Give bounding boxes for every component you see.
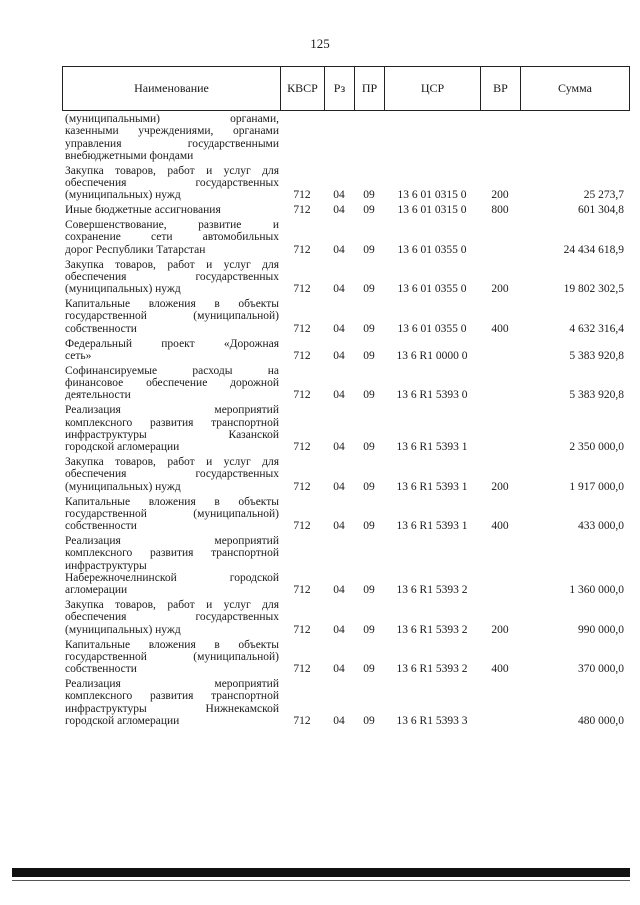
row-rz: 04: [333, 349, 345, 362]
row-rz: 04: [333, 584, 345, 597]
row-pr: 09: [363, 480, 375, 493]
row-name-line: инфраструктуры: [65, 559, 147, 572]
row-vr: [480, 244, 520, 256]
row-name-line: Закупка товаров, работ и услуг для: [65, 599, 279, 612]
row-pr: 09: [363, 283, 375, 296]
header-vr: ВР: [481, 67, 521, 110]
row-kvsr: 712: [293, 714, 311, 727]
row-name-line: Федеральный проект «Дорожная: [65, 337, 279, 350]
row-name: [62, 639, 279, 676]
row-rz: 04: [333, 283, 345, 296]
row-name-line: (муниципальных) нужд: [65, 480, 181, 493]
row-kvsr: 712: [293, 623, 311, 636]
row-pr: 09: [363, 623, 375, 636]
row-sum: [520, 150, 624, 162]
table-row: [62, 404, 630, 453]
row-name-line: Софинансируемые расходы на: [65, 364, 279, 377]
table-row: [62, 113, 630, 162]
row-name-line: (муниципальных) нужд: [65, 283, 181, 296]
row-rz: 04: [333, 663, 345, 676]
row-name-line: Капитальные вложения в объекты: [65, 638, 279, 651]
row-rz: 04: [333, 714, 345, 727]
row-kvsr: 712: [293, 480, 311, 493]
table-row: [62, 365, 630, 402]
row-name-line: Закупка товаров, работ и услуг для: [65, 258, 279, 271]
page-bottom-bar: [12, 868, 630, 877]
row-kvsr: 712: [293, 520, 311, 533]
table-row: [62, 535, 630, 596]
table-row: [62, 165, 630, 202]
row-name: [62, 338, 279, 363]
table-row: [62, 599, 630, 636]
row-pr: 09: [363, 441, 375, 454]
row-name: [62, 404, 279, 453]
row-name: [62, 204, 279, 216]
row-vr: 800: [491, 204, 509, 217]
row-kvsr: 712: [293, 349, 311, 362]
row-name: [62, 298, 279, 335]
row-name: [62, 165, 279, 202]
row-vr: [480, 584, 520, 596]
row-csr: 13 6 R1 5393 3: [396, 714, 468, 727]
row-rz: 04: [333, 480, 345, 493]
table-row: [62, 219, 630, 256]
row-name-line: (муниципальных) нужд: [65, 189, 181, 202]
row-rz: 04: [333, 623, 345, 636]
table-row: [62, 456, 630, 493]
header-kvsr: КВСР: [281, 67, 325, 110]
row-vr: [480, 389, 520, 401]
row-sum: 25 273,7: [583, 189, 624, 202]
row-csr: 13 6 R1 5393 1: [396, 480, 468, 493]
header-rz: Рз: [325, 67, 355, 110]
row-name: [62, 456, 279, 493]
row-sum: 5 383 920,8: [569, 389, 624, 402]
row-sum: 480 000,0: [578, 714, 624, 727]
row-kvsr: 712: [293, 283, 311, 296]
row-vr: 400: [491, 663, 509, 676]
row-name: [62, 219, 279, 256]
row-name-line: Иные бюджетные ассигнования: [65, 204, 221, 217]
row-vr: 400: [491, 322, 509, 335]
row-pr: 09: [363, 204, 375, 217]
row-name-line: обеспечения государственных: [65, 177, 279, 190]
row-name-line: комплексного развития транспортной: [65, 690, 279, 703]
row-pr: 09: [363, 322, 375, 335]
row-pr: 09: [363, 389, 375, 402]
row-rz: 04: [333, 243, 345, 256]
row-csr: 13 6 01 0355 0: [397, 243, 467, 256]
row-vr: 400: [491, 520, 509, 533]
row-vr: [480, 441, 520, 453]
row-name-line: финансовое обеспечение дорожной: [65, 377, 279, 390]
row-vr: 200: [491, 623, 509, 636]
row-csr: 13 6 R1 5393 1: [396, 520, 468, 533]
row-name-line: внебюджетными фондами: [65, 149, 194, 162]
row-vr: 200: [491, 189, 509, 202]
row-rz: 04: [333, 441, 345, 454]
row-sum: 1 917 000,0: [569, 480, 624, 493]
row-kvsr: 712: [293, 441, 311, 454]
row-name: [62, 678, 279, 727]
row-name-line: Реализация мероприятий: [65, 678, 279, 691]
row-name-line: комплексного развития транспортной: [65, 416, 279, 429]
row-csr: 13 6 R1 0000 0: [396, 349, 468, 362]
row-rz: 04: [333, 204, 345, 217]
row-csr: 13 6 R1 5393 2: [396, 623, 468, 636]
row-kvsr: 712: [293, 322, 311, 335]
row-name-line: комплексного развития транспортной: [65, 547, 279, 560]
row-name-line: Закупка товаров, работ и услуг для: [65, 456, 279, 469]
row-pr: [354, 150, 384, 162]
row-name-line: обеспечения государственных: [65, 611, 279, 624]
row-sum: 1 360 000,0: [569, 584, 624, 597]
row-name-line: собственности: [65, 322, 137, 335]
row-sum: 19 802 302,5: [563, 283, 624, 296]
row-vr: [480, 715, 520, 727]
row-pr: 09: [363, 520, 375, 533]
row-sum: 601 304,8: [578, 204, 624, 217]
row-vr: [480, 150, 520, 162]
row-kvsr: [280, 150, 324, 162]
row-csr: 13 6 R1 5393 2: [396, 584, 468, 597]
row-sum: 5 383 920,8: [569, 349, 624, 362]
row-name-line: обеспечения государственных: [65, 270, 279, 283]
row-csr: 13 6 01 0315 0: [397, 204, 467, 217]
row-name-line: Капитальные вложения в объекты: [65, 298, 279, 311]
row-name-line: государственной (муниципальной): [65, 310, 279, 323]
row-name-line: (муниципальных) нужд: [65, 623, 181, 636]
row-name-line: собственности: [65, 520, 137, 533]
table-row: [62, 338, 630, 363]
row-name-line: Совершенствование, развитие и: [65, 219, 279, 232]
row-pr: 09: [363, 243, 375, 256]
row-sum: 433 000,0: [578, 520, 624, 533]
row-name-line: обеспечения государственных: [65, 468, 279, 481]
page-bottom-line: [12, 880, 630, 881]
row-csr: 13 6 R1 5393 2: [396, 663, 468, 676]
row-name-line: сеть»: [65, 349, 92, 362]
row-rz: [324, 150, 354, 162]
row-name-line: Закупка товаров, работ и услуг для: [65, 164, 279, 177]
row-rz: 04: [333, 189, 345, 202]
row-name: [62, 113, 279, 162]
row-sum: 990 000,0: [578, 623, 624, 636]
table-header: [62, 66, 630, 111]
row-name-line: собственности: [65, 663, 137, 676]
row-vr: 200: [491, 283, 509, 296]
header-sum: Сумма: [558, 81, 592, 96]
header-pr: ПР: [355, 67, 385, 110]
table-body: [62, 111, 630, 727]
row-pr: 09: [363, 584, 375, 597]
page-number: 125: [310, 36, 330, 51]
row-csr: 13 6 01 0315 0: [397, 189, 467, 202]
row-sum: 2 350 000,0: [569, 441, 624, 454]
row-name-line: Реализация мероприятий: [65, 535, 279, 548]
row-pr: 09: [363, 714, 375, 727]
table-row: [62, 259, 630, 296]
budget-table: [62, 66, 630, 727]
table-row: [62, 639, 630, 676]
table-row: [62, 496, 630, 533]
row-csr: 13 6 01 0355 0: [397, 322, 467, 335]
row-name: [62, 365, 279, 402]
row-pr: 09: [363, 663, 375, 676]
row-name-line: городской агломерации: [65, 714, 180, 727]
row-pr: 09: [363, 189, 375, 202]
row-name: [62, 535, 279, 596]
row-name-line: (муниципальными) органами,: [65, 113, 279, 125]
row-name-line: Реализация мероприятий: [65, 404, 279, 417]
row-sum: 24 434 618,9: [563, 243, 624, 256]
table-row: [62, 298, 630, 335]
row-pr: 09: [363, 349, 375, 362]
row-name-line: государственной (муниципальной): [65, 650, 279, 663]
row-name-line: управления государственными: [65, 137, 279, 150]
row-csr: [384, 150, 480, 162]
row-kvsr: 712: [293, 189, 311, 202]
header-name: Наименование: [63, 67, 281, 110]
row-vr: [480, 350, 520, 362]
row-sum: 370 000,0: [578, 663, 624, 676]
row-rz: 04: [333, 389, 345, 402]
row-kvsr: 712: [293, 243, 311, 256]
row-kvsr: 712: [293, 584, 311, 597]
row-kvsr: 712: [293, 663, 311, 676]
row-name: [62, 259, 279, 296]
row-name-line: деятельности: [65, 389, 131, 402]
header-csr: ЦСР: [385, 67, 481, 110]
table-row: [62, 678, 630, 727]
row-name-line: Набережночелнинской городской: [65, 571, 279, 584]
row-name: [62, 496, 279, 533]
row-name-line: инфраструктуры Нижнекамской: [65, 702, 279, 715]
row-name-line: городской агломерации: [65, 441, 180, 454]
row-name-line: инфраструктуры Казанской: [65, 428, 279, 441]
row-name-line: Капитальные вложения в объекты: [65, 495, 279, 508]
row-name-line: государственной (муниципальной): [65, 507, 279, 520]
row-kvsr: 712: [293, 204, 311, 217]
row-csr: 13 6 R1 5393 1: [396, 441, 468, 454]
row-rz: 04: [333, 322, 345, 335]
row-csr: 13 6 01 0355 0: [397, 283, 467, 296]
row-vr: 200: [491, 480, 509, 493]
row-name: [62, 599, 279, 636]
row-rz: 04: [333, 520, 345, 533]
row-name-line: дорог Республики Татарстан: [65, 243, 206, 256]
row-csr: 13 6 R1 5393 0: [396, 389, 468, 402]
row-name-line: агломерации: [65, 584, 128, 597]
table-row: [62, 204, 630, 216]
row-kvsr: 712: [293, 389, 311, 402]
row-name-line: сохранение сети автомобильных: [65, 231, 279, 244]
row-name-line: казенными учреждениями, органами: [65, 125, 279, 138]
row-sum: 4 632 316,4: [569, 322, 624, 335]
